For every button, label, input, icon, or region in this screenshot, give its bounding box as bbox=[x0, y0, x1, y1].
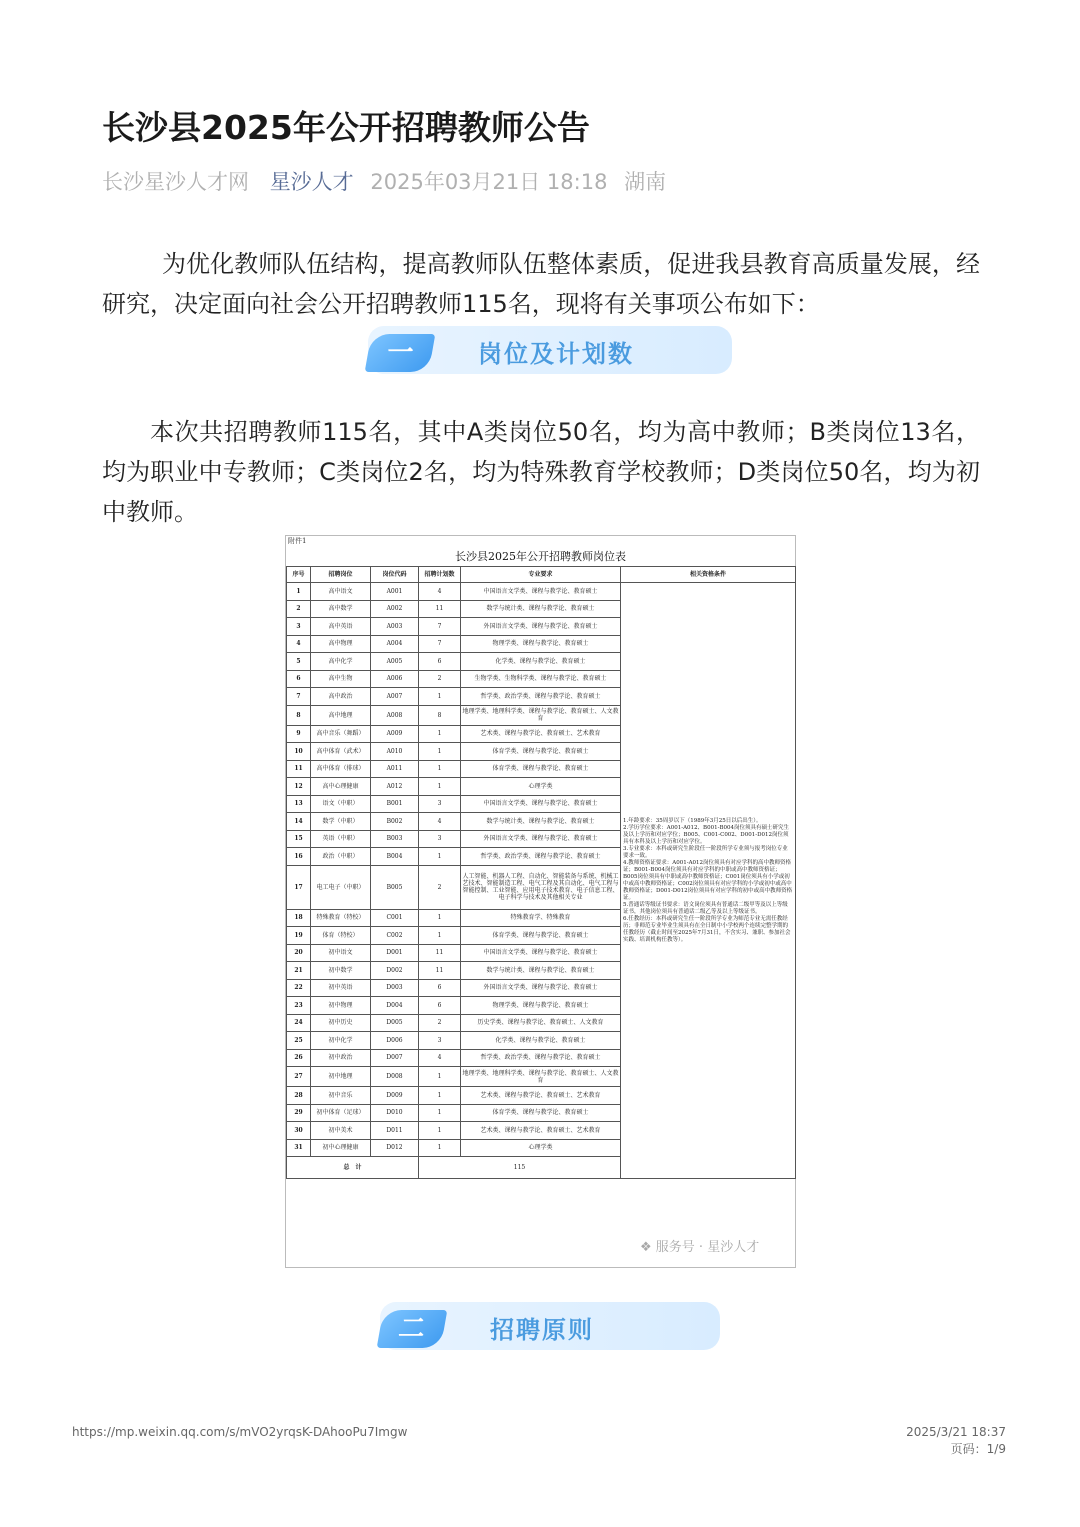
table-cell: 31 bbox=[287, 1139, 311, 1157]
table-cell: 数学（中职） bbox=[311, 813, 371, 831]
table-cell: 24 bbox=[287, 1014, 311, 1032]
table-cell: 地理学类、地理科学类、课程与教学论、教育硕士、人文教育 bbox=[461, 705, 621, 725]
publish-region: 湖南 bbox=[624, 170, 667, 194]
table-cell: 数学与统计类、课程与教学论、教育硕士 bbox=[461, 600, 621, 618]
table-cell: 高中音乐（舞蹈） bbox=[311, 725, 371, 743]
section-number: 二 bbox=[377, 1310, 448, 1348]
table-cell: 1 bbox=[419, 688, 461, 706]
table-cell: 高中英语 bbox=[311, 618, 371, 636]
table-cell: 10 bbox=[287, 743, 311, 761]
table-cell: 26 bbox=[287, 1049, 311, 1067]
table-cell: 30 bbox=[287, 1122, 311, 1140]
table-cell: 外国语言文学类、课程与教学论、教育硕士 bbox=[461, 830, 621, 848]
table-cell: 21 bbox=[287, 962, 311, 980]
table-cell: 物理学类、课程与教学论、教育硕士 bbox=[461, 635, 621, 653]
table-cell: 6 bbox=[419, 653, 461, 671]
table-cell: 中国语言文学类、课程与教学论、教育硕士 bbox=[461, 795, 621, 813]
header-cell: 相关资格条件 bbox=[621, 567, 796, 583]
table-cell: 特殊教育（特校） bbox=[311, 909, 371, 927]
body-paragraph: 本次共招聘教师115名，其中A类岗位50名，均为高中教师；B类岗位13名，均为职业中专教师；C类岗位2名，均为特殊教育学校教师；D类岗位50名，均为初中教师。 bbox=[102, 418, 980, 526]
table-cell: B004 bbox=[371, 848, 419, 866]
qualification-notes: 1.年龄要求：35周岁以下（1989年3月25日以后出生）。 2.学历学位要求：A001-A012、B001-B004岗位须具有硕士研究生及以上学历和对应学位；B005、C001-C002、D001-D012岗位须具有本科及以上学历和对应学位。 3.专业要求：本科或研究生阶段任一阶段所学专业须与报考岗位专业要求一致。 4.教师资格证要求：A001-A012岗位须具有对应学科的高中教师资格证；B001-B004岗位须具有对应学科的中职或高中教师资格证；B005岗位须具有中职或高中教师资格证；C001岗位须具有小学或初中或高中教师资格证；C002岗位须具有对应学科的小学或初中或高中教师资格证；D001-D012岗位须具有对应学科的初中或高中教师资格证。 5.普通话等级证书要求：语文岗位须具有普通话二级甲等及以上等级证书，其他岗位须具有普通话二级乙等及以上等级证书。 6.任教经历：本科或研究生任一阶段所学专业为师范专业无需任教经历；非师范专业毕业生须具有在全日制中小学校两个连续完整学期的任教经历（截止时间至2025年7月31日，不含实习、兼职、参加社会实践、培训机构任教等）。 bbox=[621, 583, 796, 1179]
position-table-image bbox=[285, 535, 796, 1268]
table-cell: 体育（特校） bbox=[311, 927, 371, 945]
table-cell: 25 bbox=[287, 1032, 311, 1050]
table-cell: 初中地理 bbox=[311, 1067, 371, 1087]
table-cell: 15 bbox=[287, 830, 311, 848]
table-cell: 3 bbox=[419, 830, 461, 848]
table-cell: 12 bbox=[287, 778, 311, 796]
table-cell: 中国语言文学类、课程与教学论、教育硕士 bbox=[461, 583, 621, 601]
table-cell: 1 bbox=[419, 1139, 461, 1157]
table-cell: D003 bbox=[371, 979, 419, 997]
table-cell: 11 bbox=[419, 600, 461, 618]
table-cell: 7 bbox=[419, 618, 461, 636]
table-cell: 1 bbox=[419, 778, 461, 796]
table-cell: D002 bbox=[371, 962, 419, 980]
table-cell: 16 bbox=[287, 848, 311, 866]
table-cell: 7 bbox=[287, 688, 311, 706]
table-cell: 11 bbox=[419, 944, 461, 962]
watermark bbox=[640, 1236, 759, 1255]
table-cell: 29 bbox=[287, 1104, 311, 1122]
table-cell: 3 bbox=[419, 795, 461, 813]
table-cell: 高中心理健康 bbox=[311, 778, 371, 796]
table-cell: 1 bbox=[419, 743, 461, 761]
table-cell: 初中语文 bbox=[311, 944, 371, 962]
table-row bbox=[287, 583, 796, 601]
table-cell: 体育学类、课程与教学论、教育硕士 bbox=[461, 927, 621, 945]
table-cell: 4 bbox=[419, 583, 461, 601]
table-cell: 地理学类、地理科学类、课程与教学论、教育硕士、人文教育 bbox=[461, 1067, 621, 1087]
table-cell: 外国语言文学类、课程与教学论、教育硕士 bbox=[461, 618, 621, 636]
table-cell: 体育学类、课程与教学论、教育硕士 bbox=[461, 743, 621, 761]
table-cell: 18 bbox=[287, 909, 311, 927]
table-cell: 2 bbox=[419, 1014, 461, 1032]
table-cell: A009 bbox=[371, 725, 419, 743]
table-cell: 11 bbox=[287, 760, 311, 778]
table-cell: 20 bbox=[287, 944, 311, 962]
table-cell: A008 bbox=[371, 705, 419, 725]
table-cell: 高中语文 bbox=[311, 583, 371, 601]
publish-date: 2025年03月21日 18:18 bbox=[370, 170, 608, 194]
intro-paragraph: 为优化教师队伍结构，提高教师队伍整体素质，促进我县教育高质量发展，经研究，决定面向社会公开招聘教师115名，现将有关事项公布如下： bbox=[102, 250, 980, 318]
table-cell: 初中数学 bbox=[311, 962, 371, 980]
section-heading-2 bbox=[380, 1302, 720, 1350]
table-cell: 6 bbox=[419, 997, 461, 1015]
table-cell: 2 bbox=[419, 670, 461, 688]
page-url: https://mp.weixin.qq.com/s/mVO2yrqsK-DAhooPu7Imgw bbox=[72, 1425, 408, 1439]
table-cell: 初中政治 bbox=[311, 1049, 371, 1067]
table-cell: 生物学类、生物科学类、课程与教学论、教育硕士 bbox=[461, 670, 621, 688]
table-cell: B001 bbox=[371, 795, 419, 813]
table-cell: A003 bbox=[371, 618, 419, 636]
author-link[interactable]: 星沙人才 bbox=[269, 170, 354, 194]
table-cell: 化学类、课程与教学论、教育硕士 bbox=[461, 653, 621, 671]
table-cell: 1 bbox=[287, 583, 311, 601]
table-cell: 4 bbox=[419, 813, 461, 831]
table-cell: B003 bbox=[371, 830, 419, 848]
table-cell: 1 bbox=[419, 760, 461, 778]
header-cell: 专业要求 bbox=[461, 567, 621, 583]
table-cell: B005 bbox=[371, 865, 419, 909]
table-cell: 高中地理 bbox=[311, 705, 371, 725]
table-cell: 4 bbox=[287, 635, 311, 653]
table-cell: 2 bbox=[287, 600, 311, 618]
table-cell: 英语（中职） bbox=[311, 830, 371, 848]
table-cell: 体育学类、课程与教学论、教育硕士 bbox=[461, 760, 621, 778]
table-cell: 艺术类、课程与教学论、教育硕士、艺术教育 bbox=[461, 1087, 621, 1105]
table-cell: 1 bbox=[419, 848, 461, 866]
table-cell: D004 bbox=[371, 997, 419, 1015]
table-cell: 历史学类、课程与教学论、教育硕士、人文教育 bbox=[461, 1014, 621, 1032]
table-cell: 语文（中职） bbox=[311, 795, 371, 813]
table-cell: 高中体育（排球） bbox=[311, 760, 371, 778]
table-cell: 17 bbox=[287, 865, 311, 909]
table-cell: D008 bbox=[371, 1067, 419, 1087]
table-cell: D005 bbox=[371, 1014, 419, 1032]
table-cell: 初中心理健康 bbox=[311, 1139, 371, 1157]
section-label: 岗位及计划数 bbox=[478, 340, 634, 368]
table-cell: 高中生物 bbox=[311, 670, 371, 688]
table-cell: D011 bbox=[371, 1122, 419, 1140]
table-cell: 电工电子（中职） bbox=[311, 865, 371, 909]
table-cell: 高中数学 bbox=[311, 600, 371, 618]
page-number: 页码：1/9 bbox=[950, 1442, 1006, 1456]
table-cell: 人工智能、机器人工程、自动化、智能装备与系统、机械工艺技术、智能制造工程、电气工程及其自动化、电气工程与智能控制、工业智能、应用电子技术教育、电子信息工程、电子科学与技术及其他相关专业 bbox=[461, 865, 621, 909]
article-meta bbox=[102, 166, 666, 196]
section-label: 招聘原则 bbox=[490, 1316, 594, 1344]
table-cell: A001 bbox=[371, 583, 419, 601]
table-cell: D007 bbox=[371, 1049, 419, 1067]
table-cell: 2 bbox=[419, 865, 461, 909]
table-cell: 哲学类、政治学类、课程与教学论、教育硕士 bbox=[461, 848, 621, 866]
table-cell: 1 bbox=[419, 725, 461, 743]
table-cell: 3 bbox=[287, 618, 311, 636]
table-cell: 化学类、课程与教学论、教育硕士 bbox=[461, 1032, 621, 1050]
table-cell: A011 bbox=[371, 760, 419, 778]
table-cell: D010 bbox=[371, 1104, 419, 1122]
table-cell: 初中体育（足球） bbox=[311, 1104, 371, 1122]
table-cell: 27 bbox=[287, 1067, 311, 1087]
table-cell: A005 bbox=[371, 653, 419, 671]
table-cell: D009 bbox=[371, 1087, 419, 1105]
position-table bbox=[286, 566, 796, 1179]
table-cell: 初中音乐 bbox=[311, 1087, 371, 1105]
table-cell: 高中化学 bbox=[311, 653, 371, 671]
section-number: 一 bbox=[365, 334, 436, 372]
table-cell: 初中物理 bbox=[311, 997, 371, 1015]
table-cell: 数学与统计类、课程与教学论、教育硕士 bbox=[461, 962, 621, 980]
table-cell: 高中体育（武术） bbox=[311, 743, 371, 761]
table-cell: 22 bbox=[287, 979, 311, 997]
table-cell: 艺术类、课程与教学论、教育硕士、艺术教育 bbox=[461, 725, 621, 743]
table-cell: 1 bbox=[419, 1067, 461, 1087]
header-cell: 招聘岗位 bbox=[311, 567, 371, 583]
table-cell: A002 bbox=[371, 600, 419, 618]
header-cell: 序号 bbox=[287, 567, 311, 583]
table-cell: 初中美术 bbox=[311, 1122, 371, 1140]
section-heading-1 bbox=[368, 326, 732, 374]
table-cell: 4 bbox=[419, 1049, 461, 1067]
table-cell: 23 bbox=[287, 997, 311, 1015]
table-cell: 体育学类、课程与教学论、教育硕士 bbox=[461, 1104, 621, 1122]
table-cell: A007 bbox=[371, 688, 419, 706]
table-cell: 物理学类、课程与教学论、教育硕士 bbox=[461, 997, 621, 1015]
table-cell: A012 bbox=[371, 778, 419, 796]
table-cell: 心理学类 bbox=[461, 1139, 621, 1157]
table-cell: B002 bbox=[371, 813, 419, 831]
table-cell: 13 bbox=[287, 795, 311, 813]
table-cell: 哲学类、政治学类、课程与教学论、教育硕士 bbox=[461, 688, 621, 706]
attachment-label: 附件1 bbox=[288, 537, 307, 545]
table-cell: 6 bbox=[419, 979, 461, 997]
table-cell: A010 bbox=[371, 743, 419, 761]
sheet-title: 长沙县2025年公开招聘教师岗位表 bbox=[455, 550, 626, 563]
watermark-text: 服务号 · 星沙人才 bbox=[655, 1240, 760, 1255]
header-cell: 岗位代码 bbox=[371, 567, 419, 583]
article-title: 长沙县2025年公开招聘教师公告 bbox=[102, 108, 590, 147]
table-cell: 外国语言文学类、课程与教学论、教育硕士 bbox=[461, 979, 621, 997]
table-cell: 高中政治 bbox=[311, 688, 371, 706]
table-cell: 1 bbox=[419, 909, 461, 927]
table-cell: 8 bbox=[419, 705, 461, 725]
table-cell: 特殊教育学、特殊教育 bbox=[461, 909, 621, 927]
table-cell: 哲学类、政治学类、课程与教学论、教育硕士 bbox=[461, 1049, 621, 1067]
table-cell: 1 bbox=[419, 927, 461, 945]
table-cell: 初中化学 bbox=[311, 1032, 371, 1050]
table-cell: 1 bbox=[419, 1122, 461, 1140]
table-cell: 5 bbox=[287, 653, 311, 671]
table-cell: 11 bbox=[419, 962, 461, 980]
table-cell: 28 bbox=[287, 1087, 311, 1105]
table-cell: 数学与统计类、课程与教学论、教育硕士 bbox=[461, 813, 621, 831]
table-cell: D012 bbox=[371, 1139, 419, 1157]
table-cell: 19 bbox=[287, 927, 311, 945]
table-cell: 3 bbox=[419, 1032, 461, 1050]
table-cell: A006 bbox=[371, 670, 419, 688]
table-cell: 1 bbox=[419, 1104, 461, 1122]
table-cell: 中国语言文学类、课程与教学论、教育硕士 bbox=[461, 944, 621, 962]
source-name: 长沙星沙人才网 bbox=[102, 170, 249, 194]
table-cell: 高中物理 bbox=[311, 635, 371, 653]
table-cell: D001 bbox=[371, 944, 419, 962]
total-value: 115 bbox=[419, 1157, 621, 1179]
table-cell: D006 bbox=[371, 1032, 419, 1050]
table-cell: 9 bbox=[287, 725, 311, 743]
print-timestamp: 2025/3/21 18:37 bbox=[906, 1425, 1006, 1439]
table-cell: A004 bbox=[371, 635, 419, 653]
table-cell: 艺术类、课程与教学论、教育硕士、艺术教育 bbox=[461, 1122, 621, 1140]
header-cell: 招聘计划数 bbox=[419, 567, 461, 583]
table-cell: 1 bbox=[419, 1087, 461, 1105]
table-cell: 7 bbox=[419, 635, 461, 653]
wechat-icon: ❖ bbox=[640, 1240, 652, 1255]
table-cell: C002 bbox=[371, 927, 419, 945]
table-cell: 初中英语 bbox=[311, 979, 371, 997]
table-cell: 政治（中职） bbox=[311, 848, 371, 866]
table-cell: 心理学类 bbox=[461, 778, 621, 796]
table-cell: C001 bbox=[371, 909, 419, 927]
total-label: 总 计 bbox=[287, 1157, 419, 1179]
table-cell: 6 bbox=[287, 670, 311, 688]
table-cell: 8 bbox=[287, 705, 311, 725]
table-cell: 14 bbox=[287, 813, 311, 831]
table-cell: 初中历史 bbox=[311, 1014, 371, 1032]
